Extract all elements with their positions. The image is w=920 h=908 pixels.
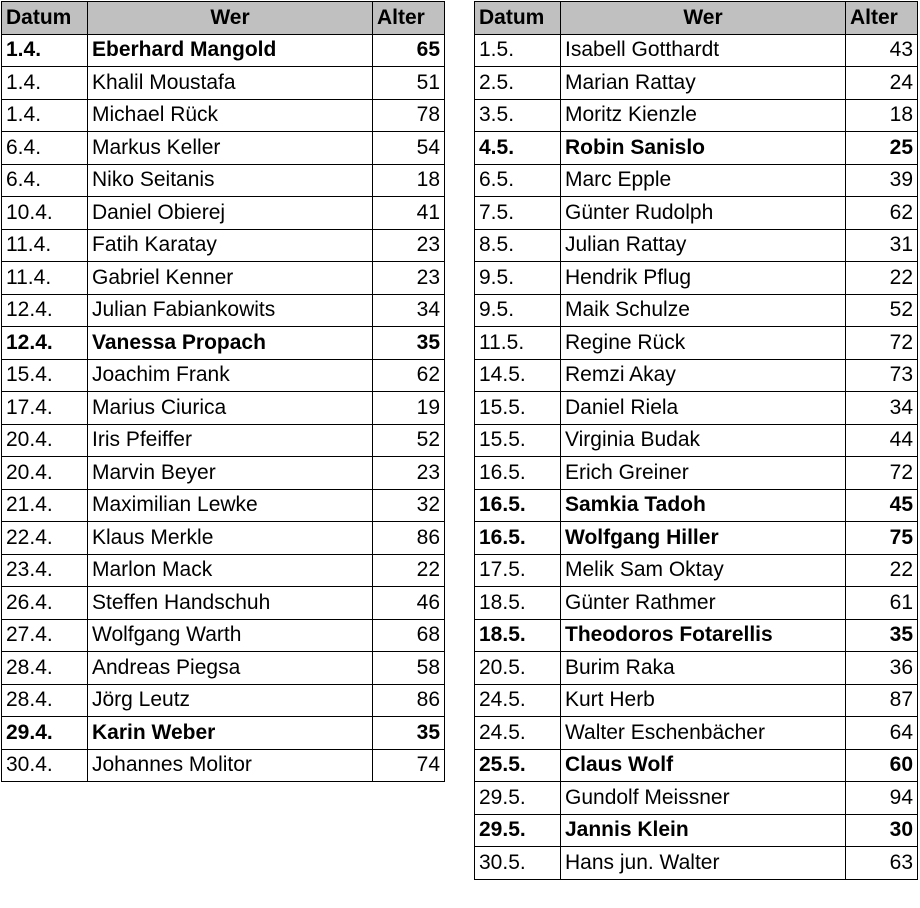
cell-wer: Hendrik Pflug — [561, 262, 846, 295]
header-alter: Alter — [373, 2, 445, 35]
cell-datum: 12.4. — [2, 327, 88, 360]
cell-wer: Vanessa Propach — [88, 327, 373, 360]
cell-alter: 72 — [846, 457, 918, 490]
cell-datum: 11.4. — [2, 229, 88, 262]
cell-wer: Markus Keller — [88, 132, 373, 165]
table-row — [475, 294, 918, 327]
cell-alter: 64 — [846, 717, 918, 750]
table-row — [475, 522, 918, 555]
cell-datum: 30.5. — [475, 847, 561, 880]
cell-alter: 18 — [373, 164, 445, 197]
cell-wer: Günter Rudolph — [561, 197, 846, 230]
cell-datum: 23.4. — [2, 554, 88, 587]
table-row — [2, 132, 445, 165]
cell-alter: 75 — [846, 522, 918, 555]
table-row — [2, 392, 445, 425]
cell-alter: 23 — [373, 457, 445, 490]
table-row — [475, 489, 918, 522]
cell-wer: Wolfgang Hiller — [561, 522, 846, 555]
cell-datum: 20.4. — [2, 457, 88, 490]
cell-datum: 12.4. — [2, 294, 88, 327]
cell-alter: 87 — [846, 684, 918, 717]
birthday-table-april — [1, 1, 445, 782]
cell-alter: 52 — [846, 294, 918, 327]
table-row — [475, 99, 918, 132]
cell-alter: 39 — [846, 164, 918, 197]
cell-datum: 1.4. — [2, 67, 88, 100]
table-row — [475, 424, 918, 457]
cell-datum: 28.4. — [2, 652, 88, 685]
cell-datum: 9.5. — [475, 262, 561, 295]
table-row — [475, 717, 918, 750]
cell-alter: 30 — [846, 814, 918, 847]
cell-alter: 74 — [373, 749, 445, 782]
table-row — [2, 652, 445, 685]
cell-datum: 26.4. — [2, 587, 88, 620]
table-header-row — [2, 2, 445, 35]
cell-wer: Jörg Leutz — [88, 684, 373, 717]
cell-datum: 15.4. — [2, 359, 88, 392]
cell-wer: Michael Rück — [88, 99, 373, 132]
cell-wer: Eberhard Mangold — [88, 34, 373, 67]
cell-alter: 34 — [373, 294, 445, 327]
cell-wer: Isabell Gotthardt — [561, 34, 846, 67]
cell-alter: 23 — [373, 229, 445, 262]
cell-alter: 44 — [846, 424, 918, 457]
cell-alter: 35 — [373, 327, 445, 360]
cell-alter: 51 — [373, 67, 445, 100]
cell-wer: Julian Fabiankowits — [88, 294, 373, 327]
cell-datum: 6.5. — [475, 164, 561, 197]
cell-datum: 16.5. — [475, 489, 561, 522]
cell-datum: 1.4. — [2, 34, 88, 67]
header-datum: Datum — [2, 2, 88, 35]
table-header-row — [475, 2, 918, 35]
cell-datum: 6.4. — [2, 132, 88, 165]
table-row — [475, 749, 918, 782]
cell-alter: 78 — [373, 99, 445, 132]
cell-alter: 73 — [846, 359, 918, 392]
cell-datum: 7.5. — [475, 197, 561, 230]
cell-alter: 25 — [846, 132, 918, 165]
cell-datum: 21.4. — [2, 489, 88, 522]
cell-datum: 11.5. — [475, 327, 561, 360]
table-row — [475, 392, 918, 425]
cell-wer: Burim Raka — [561, 652, 846, 685]
header-alter: Alter — [846, 2, 918, 35]
cell-datum: 1.4. — [2, 99, 88, 132]
cell-wer: Andreas Piegsa — [88, 652, 373, 685]
cell-alter: 65 — [373, 34, 445, 67]
cell-wer: Steffen Handschuh — [88, 587, 373, 620]
table-row — [475, 67, 918, 100]
cell-wer: Günter Rathmer — [561, 587, 846, 620]
cell-wer: Johannes Molitor — [88, 749, 373, 782]
cell-wer: Regine Rück — [561, 327, 846, 360]
cell-wer: Maik Schulze — [561, 294, 846, 327]
cell-wer: Gundolf Meissner — [561, 782, 846, 815]
cell-wer: Walter Eschenbächer — [561, 717, 846, 750]
table-row — [475, 457, 918, 490]
cell-alter: 24 — [846, 67, 918, 100]
cell-datum: 9.5. — [475, 294, 561, 327]
cell-datum: 1.5. — [475, 34, 561, 67]
cell-alter: 22 — [846, 554, 918, 587]
cell-datum: 11.4. — [2, 262, 88, 295]
cell-alter: 68 — [373, 619, 445, 652]
cell-alter: 60 — [846, 749, 918, 782]
cell-alter: 41 — [373, 197, 445, 230]
cell-alter: 19 — [373, 392, 445, 425]
table-row — [475, 814, 918, 847]
cell-datum: 25.5. — [475, 749, 561, 782]
cell-alter: 72 — [846, 327, 918, 360]
cell-datum: 14.5. — [475, 359, 561, 392]
cell-alter: 54 — [373, 132, 445, 165]
table-row — [2, 619, 445, 652]
table-row — [2, 489, 445, 522]
table-row — [475, 34, 918, 67]
cell-datum: 30.4. — [2, 749, 88, 782]
table-row — [2, 749, 445, 782]
cell-wer: Claus Wolf — [561, 749, 846, 782]
table-row — [2, 67, 445, 100]
cell-wer: Gabriel Kenner — [88, 262, 373, 295]
cell-datum: 4.5. — [475, 132, 561, 165]
table-row — [475, 684, 918, 717]
cell-datum: 6.4. — [2, 164, 88, 197]
header-wer: Wer — [88, 2, 373, 35]
cell-alter: 22 — [373, 554, 445, 587]
cell-datum: 2.5. — [475, 67, 561, 100]
cell-wer: Melik Sam Oktay — [561, 554, 846, 587]
cell-wer: Theodoros Fotarellis — [561, 619, 846, 652]
table-row — [2, 424, 445, 457]
cell-datum: 17.5. — [475, 554, 561, 587]
cell-datum: 28.4. — [2, 684, 88, 717]
table-row — [2, 522, 445, 555]
cell-wer: Niko Seitanis — [88, 164, 373, 197]
cell-wer: Daniel Obierej — [88, 197, 373, 230]
table-row — [2, 262, 445, 295]
table-row — [475, 229, 918, 262]
cell-datum: 15.5. — [475, 392, 561, 425]
table-row — [2, 359, 445, 392]
table-row — [2, 327, 445, 360]
cell-wer: Remzi Akay — [561, 359, 846, 392]
cell-alter: 23 — [373, 262, 445, 295]
cell-alter: 43 — [846, 34, 918, 67]
cell-wer: Marian Rattay — [561, 67, 846, 100]
table-row — [475, 197, 918, 230]
cell-alter: 36 — [846, 652, 918, 685]
cell-wer: Khalil Moustafa — [88, 67, 373, 100]
cell-wer: Wolfgang Warth — [88, 619, 373, 652]
cell-datum: 8.5. — [475, 229, 561, 262]
cell-datum: 3.5. — [475, 99, 561, 132]
table-row — [475, 132, 918, 165]
cell-alter: 46 — [373, 587, 445, 620]
cell-datum: 27.4. — [2, 619, 88, 652]
cell-datum: 22.4. — [2, 522, 88, 555]
table-row — [2, 34, 445, 67]
table-row — [2, 457, 445, 490]
cell-alter: 32 — [373, 489, 445, 522]
cell-wer: Hans jun. Walter — [561, 847, 846, 880]
cell-wer: Karin Weber — [88, 717, 373, 750]
cell-datum: 24.5. — [475, 717, 561, 750]
header-datum: Datum — [475, 2, 561, 35]
table-row — [2, 164, 445, 197]
cell-wer: Maximilian Lewke — [88, 489, 373, 522]
table-row — [475, 619, 918, 652]
table-row — [475, 652, 918, 685]
table-row — [475, 359, 918, 392]
cell-alter: 63 — [846, 847, 918, 880]
cell-wer: Joachim Frank — [88, 359, 373, 392]
cell-datum: 18.5. — [475, 587, 561, 620]
table-row — [475, 847, 918, 880]
cell-datum: 29.5. — [475, 782, 561, 815]
table-row — [475, 554, 918, 587]
cell-datum: 29.5. — [475, 814, 561, 847]
cell-wer: Julian Rattay — [561, 229, 846, 262]
cell-alter: 62 — [846, 197, 918, 230]
table-row — [475, 262, 918, 295]
table-row — [2, 229, 445, 262]
cell-alter: 94 — [846, 782, 918, 815]
cell-datum: 20.4. — [2, 424, 88, 457]
table-row — [2, 99, 445, 132]
cell-wer: Samkia Tadoh — [561, 489, 846, 522]
cell-wer: Marc Epple — [561, 164, 846, 197]
cell-alter: 18 — [846, 99, 918, 132]
table-row — [2, 197, 445, 230]
cell-datum: 10.4. — [2, 197, 88, 230]
cell-alter: 52 — [373, 424, 445, 457]
cell-alter: 61 — [846, 587, 918, 620]
cell-wer: Fatih Karatay — [88, 229, 373, 262]
cell-datum: 18.5. — [475, 619, 561, 652]
cell-alter: 22 — [846, 262, 918, 295]
cell-datum: 17.4. — [2, 392, 88, 425]
cell-wer: Erich Greiner — [561, 457, 846, 490]
cell-alter: 86 — [373, 684, 445, 717]
cell-alter: 62 — [373, 359, 445, 392]
cell-wer: Marvin Beyer — [88, 457, 373, 490]
table-row — [2, 684, 445, 717]
cell-alter: 31 — [846, 229, 918, 262]
cell-wer: Kurt Herb — [561, 684, 846, 717]
cell-alter: 35 — [846, 619, 918, 652]
cell-alter: 58 — [373, 652, 445, 685]
cell-datum: 29.4. — [2, 717, 88, 750]
cell-wer: Marlon Mack — [88, 554, 373, 587]
cell-datum: 15.5. — [475, 424, 561, 457]
cell-wer: Daniel Riela — [561, 392, 846, 425]
cell-wer: Marius Ciurica — [88, 392, 373, 425]
table-row — [475, 782, 918, 815]
table-row — [475, 164, 918, 197]
table-row — [2, 294, 445, 327]
cell-alter: 34 — [846, 392, 918, 425]
cell-wer: Klaus Merkle — [88, 522, 373, 555]
cell-wer: Jannis Klein — [561, 814, 846, 847]
cell-wer: Robin Sanislo — [561, 132, 846, 165]
cell-wer: Iris Pfeiffer — [88, 424, 373, 457]
cell-datum: 16.5. — [475, 522, 561, 555]
cell-datum: 20.5. — [475, 652, 561, 685]
birthday-table-may — [474, 1, 918, 880]
table-row — [475, 587, 918, 620]
cell-wer: Moritz Kienzle — [561, 99, 846, 132]
cell-wer: Virginia Budak — [561, 424, 846, 457]
cell-alter: 35 — [373, 717, 445, 750]
table-row — [2, 717, 445, 750]
cell-alter: 86 — [373, 522, 445, 555]
table-row — [2, 554, 445, 587]
cell-alter: 45 — [846, 489, 918, 522]
table-row — [2, 587, 445, 620]
table-row — [475, 327, 918, 360]
header-wer: Wer — [561, 2, 846, 35]
cell-datum: 16.5. — [475, 457, 561, 490]
cell-datum: 24.5. — [475, 684, 561, 717]
